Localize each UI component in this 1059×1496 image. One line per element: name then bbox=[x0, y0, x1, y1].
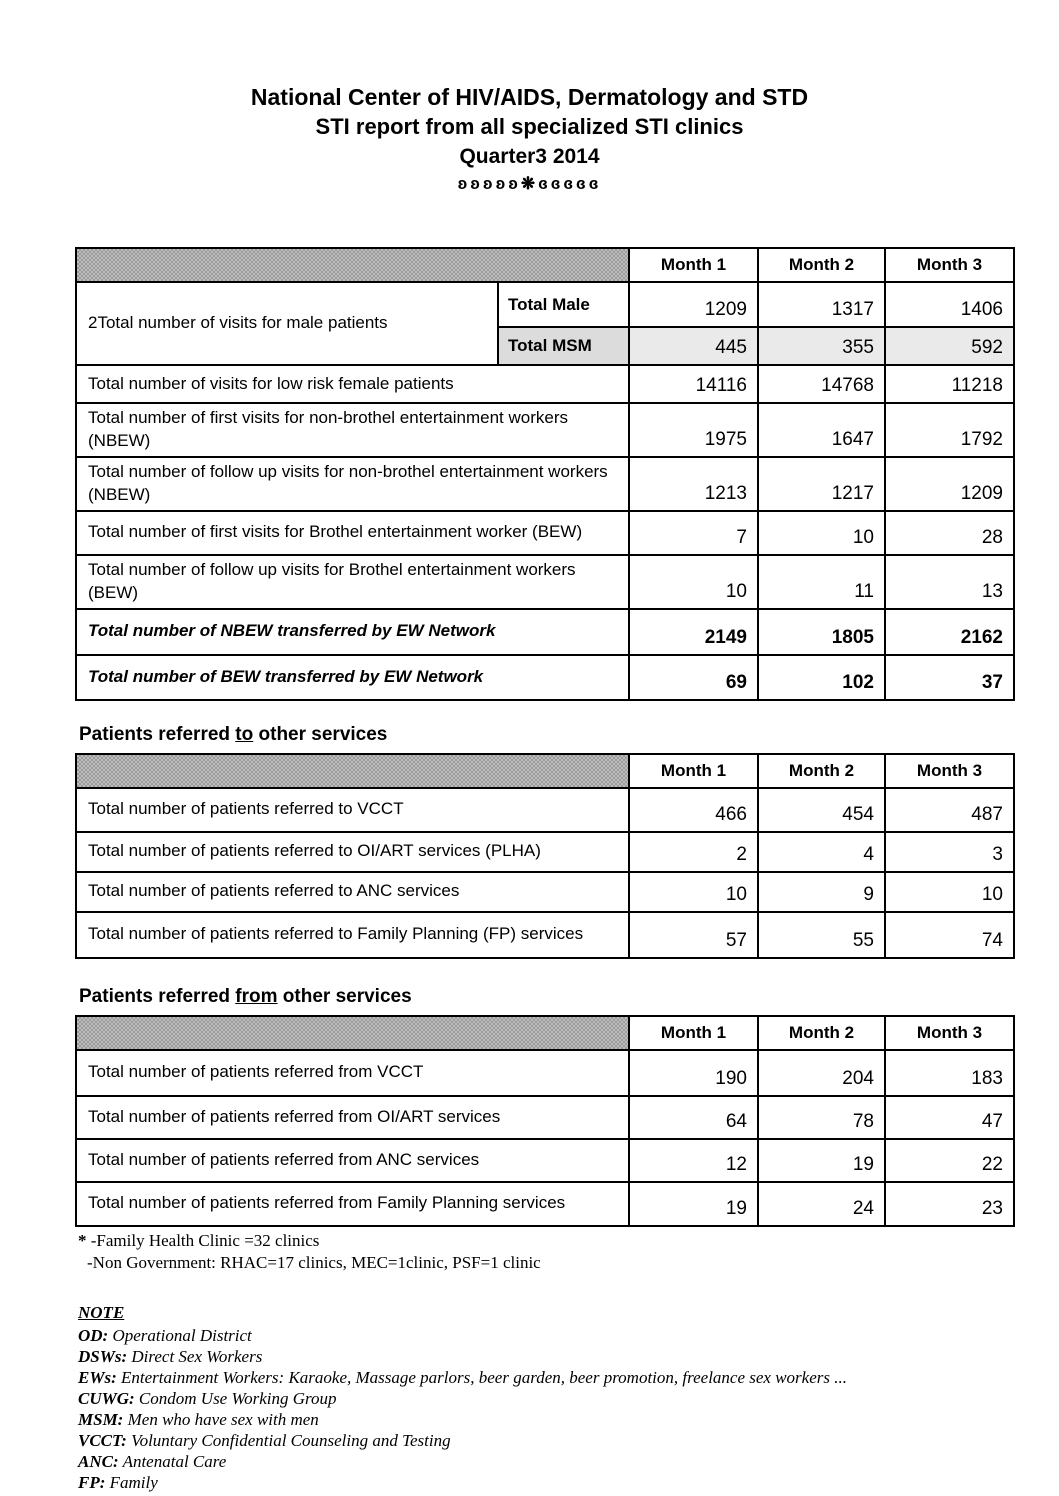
footnote-line bbox=[78, 1230, 1013, 1252]
header-band-cell bbox=[76, 754, 629, 788]
value-cell: 14768 bbox=[758, 365, 885, 403]
value-cell: 1647 bbox=[758, 403, 885, 457]
row-label-cell: Total number of visits for low risk female patients bbox=[76, 365, 629, 403]
table-row bbox=[76, 1182, 1014, 1226]
table-row bbox=[76, 282, 1014, 327]
footnote-line: -Non Government: RHAC=17 clinics, MEC=1clinic, PSF=1 clinic bbox=[87, 1252, 541, 1272]
value-cell: 78 bbox=[758, 1096, 885, 1139]
value-cell: 2 bbox=[629, 832, 758, 872]
note-item bbox=[78, 1367, 1013, 1388]
note-definition: Antenatal Care bbox=[118, 1451, 227, 1471]
table-row bbox=[76, 403, 1014, 457]
row-label-cell: Total number of patients referred to Family Planning (FP) services bbox=[76, 912, 629, 958]
value-cell: 9 bbox=[758, 872, 885, 912]
value-cell: 466 bbox=[629, 788, 758, 832]
table-row bbox=[76, 1139, 1014, 1182]
value-cell: 64 bbox=[629, 1096, 758, 1139]
month-header-cell: Month 3 bbox=[885, 248, 1014, 282]
row-label-cell: Total number of patients referred from Family Planning services bbox=[76, 1182, 629, 1226]
value-cell: 13 bbox=[885, 555, 1014, 609]
note-item bbox=[78, 1409, 1013, 1430]
referred-from-table bbox=[75, 1015, 1015, 1227]
table-row bbox=[76, 832, 1014, 872]
note-term: MSM: bbox=[78, 1409, 124, 1429]
table-row bbox=[76, 365, 1014, 403]
footnotes bbox=[78, 1230, 1013, 1274]
table-row bbox=[76, 511, 1014, 555]
value-cell: 10 bbox=[629, 872, 758, 912]
value-cell: 57 bbox=[629, 912, 758, 958]
heading-text: other services bbox=[253, 723, 388, 745]
note-definition: Men who have sex with men bbox=[123, 1409, 319, 1429]
value-cell: 47 bbox=[885, 1096, 1014, 1139]
table-row bbox=[76, 872, 1014, 912]
table-row bbox=[76, 1050, 1014, 1096]
row-label-cell: Total number of first visits for non-brothel entertainment workers (NBEW) bbox=[76, 403, 629, 457]
visits-table-header-row bbox=[76, 248, 1014, 282]
note-term: OD: bbox=[78, 1325, 109, 1345]
note-item bbox=[78, 1346, 1013, 1367]
note-definition: Entertainment Workers: Karaoke, Massage parlors, beer garden, beer promotion, freelance sex workers ... bbox=[116, 1367, 847, 1387]
value-cell: 1975 bbox=[629, 403, 758, 457]
report-title-line1: National Center of HIV/AIDS, Dermatology and STD bbox=[250, 84, 809, 110]
value-cell: 487 bbox=[885, 788, 1014, 832]
row-label-cell: Total number of patients referred from ANC services bbox=[76, 1139, 629, 1182]
value-cell: 10 bbox=[885, 872, 1014, 912]
note-definition: Operational District bbox=[108, 1325, 252, 1345]
heading-text: Patients referred bbox=[79, 985, 236, 1007]
referred-from-header-row bbox=[76, 1016, 1014, 1050]
value-cell: 19 bbox=[758, 1139, 885, 1182]
value-cell: 22 bbox=[885, 1139, 1014, 1182]
note-item bbox=[78, 1388, 1013, 1409]
note-block bbox=[78, 1302, 1013, 1493]
note-term: DSWs: bbox=[78, 1346, 128, 1366]
value-cell: 1317 bbox=[758, 282, 885, 327]
note-term: EWs: bbox=[78, 1367, 117, 1387]
value-cell: 183 bbox=[885, 1050, 1014, 1096]
value-cell: 1209 bbox=[885, 457, 1014, 511]
row-label-cell: Total number of NBEW transferred by EW Network bbox=[76, 609, 629, 655]
value-cell: 10 bbox=[629, 555, 758, 609]
section-heading-referred-from bbox=[79, 985, 1013, 1009]
note-item bbox=[78, 1451, 1013, 1472]
value-cell: 10 bbox=[758, 511, 885, 555]
note-term: FP: bbox=[78, 1472, 106, 1492]
value-cell: 55 bbox=[758, 912, 885, 958]
table-row bbox=[76, 788, 1014, 832]
row-label-cell: Total number of patients referred to ANC services bbox=[76, 872, 629, 912]
row-label-cell: 2Total number of visits for male patients bbox=[76, 282, 498, 365]
value-cell: 1213 bbox=[629, 457, 758, 511]
header-band-cell bbox=[76, 248, 629, 282]
value-cell: 37 bbox=[885, 655, 1014, 700]
note-item bbox=[78, 1430, 1013, 1451]
value-cell: 190 bbox=[629, 1050, 758, 1096]
row-label-cell: Total number of follow up visits for non-brothel entertainment workers (NBEW) bbox=[76, 457, 629, 511]
value-cell: 28 bbox=[885, 511, 1014, 555]
month-header-cell: Month 1 bbox=[629, 754, 758, 788]
note-term: VCCT: bbox=[78, 1430, 127, 1450]
heading-underlined-word: to bbox=[235, 723, 254, 745]
month-header-cell: Month 1 bbox=[629, 248, 758, 282]
sub-label-cell: Total Male bbox=[498, 282, 629, 327]
note-definition: Direct Sex Workers bbox=[127, 1346, 263, 1366]
table-row bbox=[76, 555, 1014, 609]
value-cell: 592 bbox=[885, 327, 1014, 365]
report-title-line3: Quarter3 2014 bbox=[459, 145, 600, 168]
month-header-cell: Month 2 bbox=[758, 248, 885, 282]
table-summary-row bbox=[76, 655, 1014, 700]
title-block bbox=[0, 82, 1059, 197]
value-cell: 1406 bbox=[885, 282, 1014, 327]
referred-to-header-row bbox=[76, 754, 1014, 788]
value-cell: 24 bbox=[758, 1182, 885, 1226]
value-cell: 19 bbox=[629, 1182, 758, 1226]
row-label-cell: Total number of first visits for Brothel entertainment worker (BEW) bbox=[76, 511, 629, 555]
report-title-line2: STI report from all specialized STI clinics bbox=[315, 114, 744, 139]
note-item bbox=[78, 1472, 1013, 1493]
table-summary-row bbox=[76, 609, 1014, 655]
heading-text: other services bbox=[277, 985, 412, 1007]
value-cell: 454 bbox=[758, 788, 885, 832]
value-cell: 69 bbox=[629, 655, 758, 700]
row-label-cell: Total number of patients referred to OI/ART services (PLHA) bbox=[76, 832, 629, 872]
month-header-cell: Month 2 bbox=[758, 754, 885, 788]
row-label-cell: Total number of patients referred from VCCT bbox=[76, 1050, 629, 1096]
table-row bbox=[76, 1096, 1014, 1139]
value-cell: 4 bbox=[758, 832, 885, 872]
decorative-ornament: ʚʚʚʚʚ❋ɞɞɞɞɞ bbox=[457, 174, 602, 193]
value-cell: 1209 bbox=[629, 282, 758, 327]
value-cell: 14116 bbox=[629, 365, 758, 403]
value-cell: 3 bbox=[885, 832, 1014, 872]
table-row bbox=[76, 457, 1014, 511]
value-cell: 355 bbox=[758, 327, 885, 365]
value-cell: 74 bbox=[885, 912, 1014, 958]
month-header-cell: Month 3 bbox=[885, 1016, 1014, 1050]
month-header-cell: Month 1 bbox=[629, 1016, 758, 1050]
value-cell: 12 bbox=[629, 1139, 758, 1182]
heading-underlined-word: from bbox=[235, 985, 278, 1007]
table-row bbox=[76, 912, 1014, 958]
referred-to-table bbox=[75, 753, 1015, 959]
month-header-cell: Month 3 bbox=[885, 754, 1014, 788]
visits-table bbox=[75, 247, 1015, 701]
row-label-cell: Total number of patients referred from OI/ART services bbox=[76, 1096, 629, 1139]
footnote-text: -Family Health Clinic =32 clinics bbox=[86, 1230, 320, 1250]
note-definition: Family bbox=[105, 1472, 158, 1492]
row-label-cell: Total number of follow up visits for Brothel entertainment workers (BEW) bbox=[76, 555, 629, 609]
month-header-cell: Month 2 bbox=[758, 1016, 885, 1050]
value-cell: 1792 bbox=[885, 403, 1014, 457]
sub-label-cell: Total MSM bbox=[498, 327, 629, 365]
value-cell: 1805 bbox=[758, 609, 885, 655]
note-term: ANC: bbox=[78, 1451, 119, 1471]
value-cell: 2149 bbox=[629, 609, 758, 655]
heading-text: Patients referred bbox=[79, 723, 236, 745]
note-definition: Voluntary Confidential Counseling and Testing bbox=[126, 1430, 451, 1450]
value-cell: 204 bbox=[758, 1050, 885, 1096]
note-heading: NOTE bbox=[78, 1302, 125, 1322]
value-cell: 11218 bbox=[885, 365, 1014, 403]
value-cell: 11 bbox=[758, 555, 885, 609]
value-cell: 2162 bbox=[885, 609, 1014, 655]
value-cell: 102 bbox=[758, 655, 885, 700]
note-definition: Condom Use Working Group bbox=[134, 1388, 337, 1408]
value-cell: 23 bbox=[885, 1182, 1014, 1226]
value-cell: 7 bbox=[629, 511, 758, 555]
value-cell: 445 bbox=[629, 327, 758, 365]
header-band-cell bbox=[76, 1016, 629, 1050]
note-term: CUWG: bbox=[78, 1388, 135, 1408]
report-content bbox=[75, 247, 1013, 1493]
section-heading-referred-to bbox=[79, 723, 1013, 747]
value-cell: 1217 bbox=[758, 457, 885, 511]
row-label-cell: Total number of BEW transferred by EW Network bbox=[76, 655, 629, 700]
note-item bbox=[78, 1325, 1013, 1346]
row-label-cell: Total number of patients referred to VCCT bbox=[76, 788, 629, 832]
footnote-asterisk: * bbox=[78, 1230, 87, 1250]
